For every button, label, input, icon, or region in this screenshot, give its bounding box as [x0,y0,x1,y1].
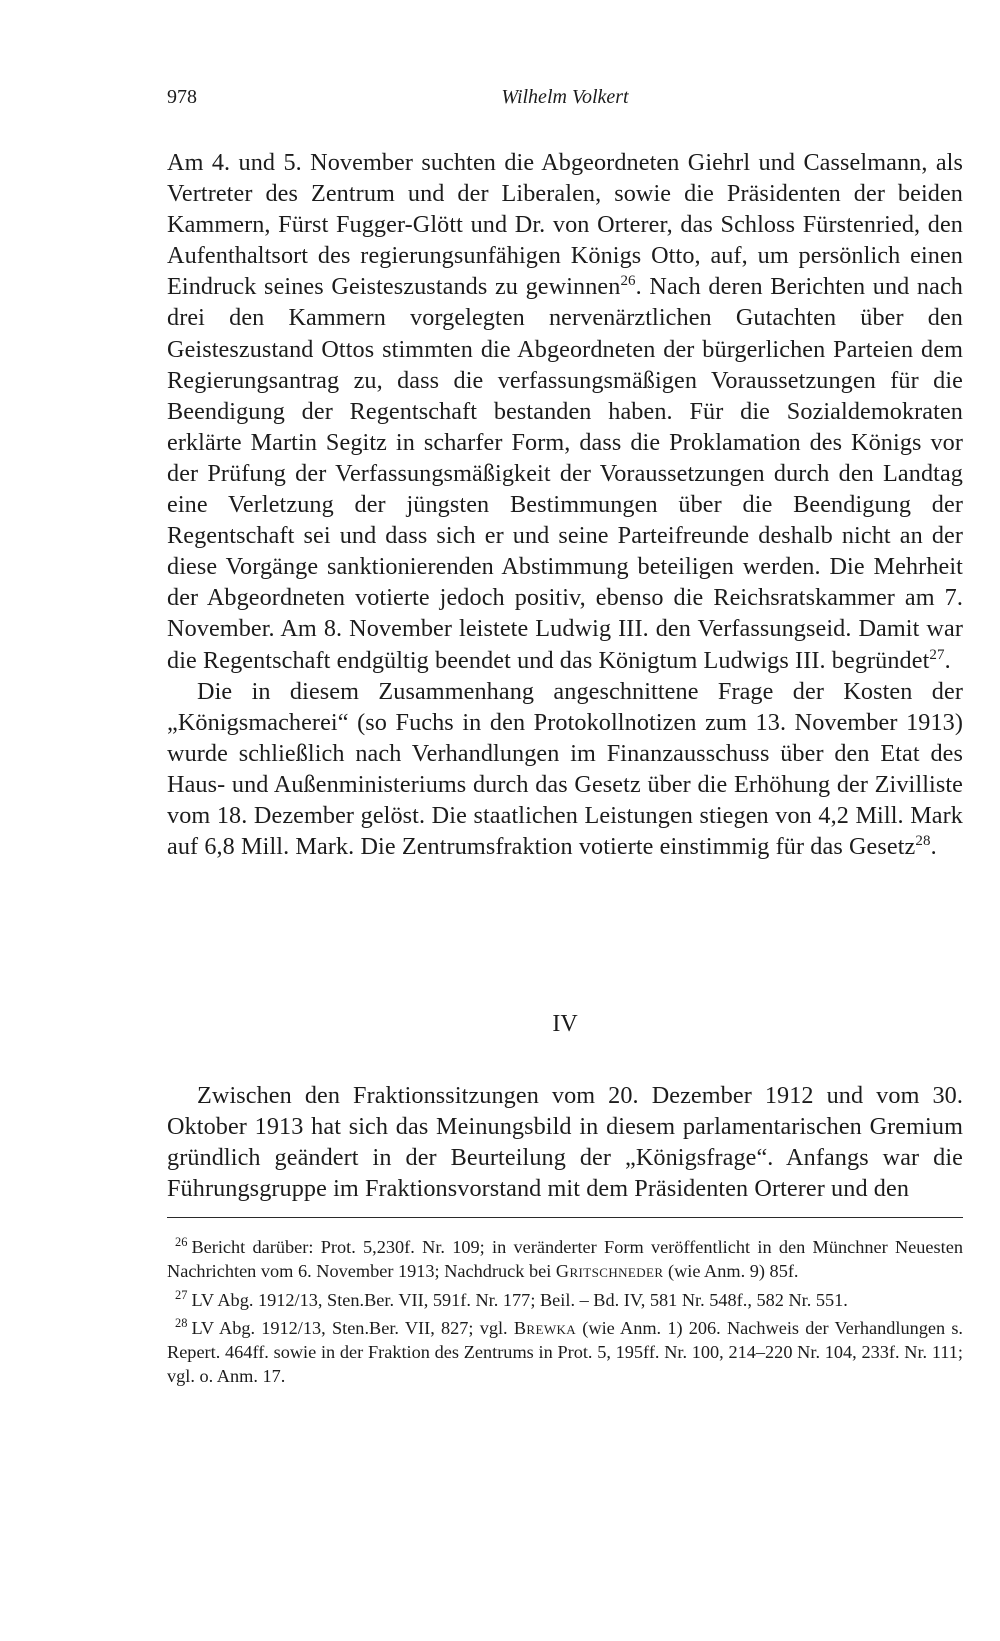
running-head: Wilhelm Volkert [501,86,629,108]
page-header [167,86,963,118]
paragraph [167,1080,963,1204]
footnote-text: LV Abg. 1912/13, Sten.Ber. VII, 591f. Nr. 177; Beil. – Bd. IV, 581 Nr. 548f., 582 Nr. 551. [191,1289,848,1310]
footnote-number: 26 [175,1235,188,1250]
footnote-reference: 27 [929,646,945,663]
footnote [167,1235,963,1284]
footnote-text: (wie Anm. 9) 85f. [663,1261,799,1282]
footnote-text: (wie Anm. 1) 206. Nachweis der Verhandlungen s. Repert. 464ff. sowie in der Fraktion des Zentrums in Prot. 5, 195ff. Nr. 100, 214–220 Nr. 104, 233f. Nr. 111; vgl. o. Anm. 17. [167,1317,964,1387]
footnote-reference: 26 [620,273,636,290]
author-name: Brewka [513,1317,577,1338]
paragraph [167,676,963,863]
footnote-number: 28 [175,1316,188,1331]
body-text-block [167,147,963,862]
paragraph-text: Die in diesem Zusammenhang angeschnittene Frage der Kosten der „Königsmacherei“ (so Fuchs in den Protokollnotizen zum 13. November 1913) wurde schließlich nach Verhandlungen im Finanzausschuss über den Etat des Haus- und Außenministeriums durch das Gesetz über die Erhöhung der Zivilliste vom 18. Dezember gelöst. Die staatlichen Leistungen stiegen von 4,2 Mill. Mark auf 6,8 Mill. Mark. Die Zentrumsfraktion votierte einstimmig für das Gesetz [167,677,963,861]
body-text-block [167,1080,963,1204]
footnote-number: 27 [175,1287,188,1302]
paragraph-text: . [944,646,951,674]
footnote [167,1316,963,1389]
author-name: Gritschneder [555,1261,664,1282]
footnote-text: LV Abg. 1912/13, Sten.Ber. VII, 827; vgl. [191,1317,514,1338]
paragraph-text: Am 4. und 5. November suchten die Abgeordneten Giehrl und Casselmann, als Vertreter des Zentrum und der Liberalen, sowie die Präsidenten der beiden Kammern, Fürst Fugger-Glött und Dr. von Orterer, das Schloss Fürstenried, den Aufenthaltsort des regierungsunfähigen Königs Otto, auf, um persönlich einen Eindruck seines Geisteszustands zu gewinnen [167,149,963,301]
paragraph-text: . [930,833,937,861]
footnote-text: Bericht darüber: Prot. 5,230f. Nr. 109; in veränderter Form veröffentlicht in den Münchner Neuesten Nachrichten vom 6. November 1913; Nachdruck bei [167,1237,963,1282]
paragraph-text: . Nach deren Berichten und nach drei den Kammern vorgelegten nervenärztlichen Gutachten über den Geisteszustand Ottos stimmten die Abgeordneten der bürgerlichen Parteien dem Regierungsantrag zu, dass die verfassungsmäßigen Voraussetzungen für die Beendigung der Regentschaft bestanden haben. Für die Sozialdemokraten erklärte Martin Segitz in scharfer Form, dass die Proklamation des Königs vor der Prüfung der Verfassungsmäßigkeit der Voraussetzungen durch den Landtag eine Verletzung der jüngsten Bestimmungen über die Beendigung der Regentschaft sei und dass sich er und seine Parteifreunde deshalb nicht an der diese Vorgänge sanktionierenden Abstimmung beteiligen werden. Die Mehrheit der Abgeordneten votierte jedoch positiv, ebenso die Reichsratskammer am 7. November. Am 8. November leistete Ludwig III. den Verfassungseid. Damit war die Regentschaft endgültig beendet und das Königtum Ludwigs III. begründet [167,273,963,674]
paragraph [167,147,963,676]
footnote-divider [167,1217,963,1218]
footnotes [167,1235,963,1389]
paragraph-text: Zwischen den Fraktionssitzungen vom 20. Dezember 1912 und vom 30. Oktober 1913 hat sich das Meinungsbild in diesem parlamentarischen Gremium gründlich geändert in der Beurteilung der „Königsfrage“. Anfangs war die Führungsgruppe im Fraktionsvorstand mit dem Präsidenten Orterer und den [167,1082,963,1203]
page-number: 978 [167,86,197,108]
footnote-reference: 28 [915,833,931,850]
section-heading: IV [552,1011,578,1037]
footnote [167,1288,963,1312]
